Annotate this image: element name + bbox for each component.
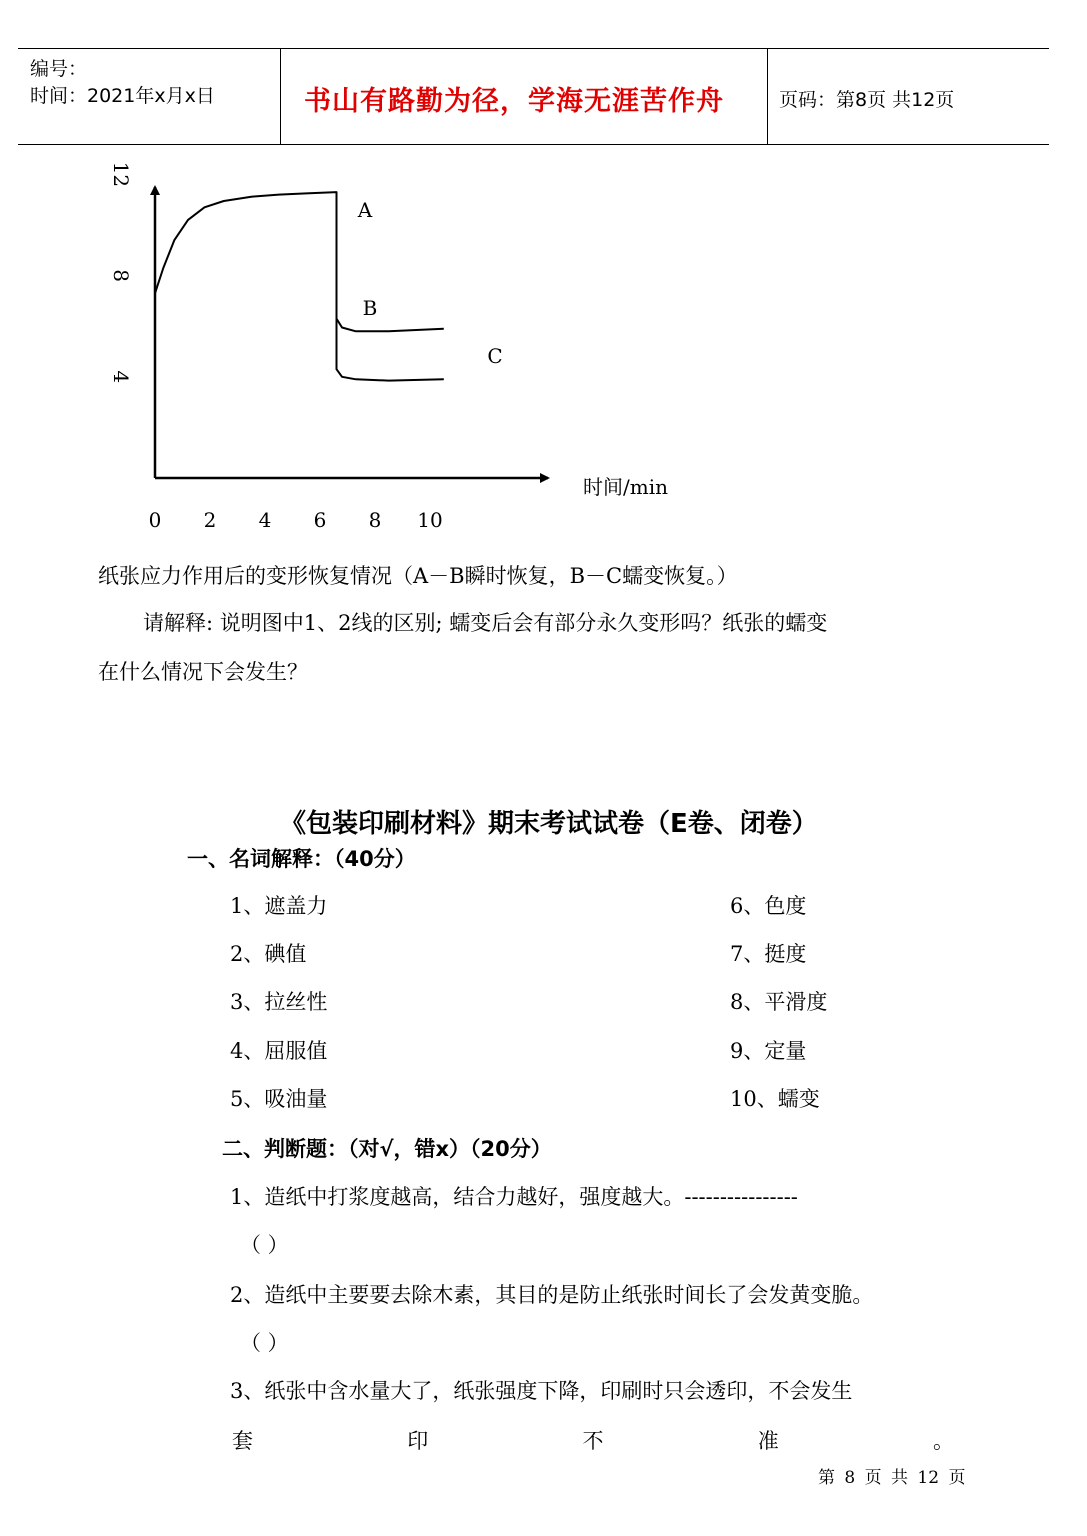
- point-label-b: B: [362, 296, 378, 320]
- question-3-char: 不: [582, 1429, 604, 1453]
- exam-title: 《包装印刷材料》期末考试试卷（E卷、闭卷）: [280, 809, 818, 839]
- term-item: 2、碘值: [230, 942, 307, 966]
- term-item: 4、屈服值: [230, 1039, 328, 1063]
- section-1-title: 一、名词解释：（40分）: [187, 847, 416, 871]
- y-tick-label: 4: [109, 370, 133, 384]
- question-3-char: 。: [933, 1429, 954, 1453]
- term-item: 9、定量: [730, 1039, 807, 1063]
- page-footer: 第 8 页 共 12 页: [818, 1468, 966, 1488]
- question-1: 1、造纸中打浆度越高，结合力越好，强度越大。----------------: [230, 1185, 798, 1209]
- term-item: 6、色度: [730, 894, 807, 918]
- question-3-char: 准: [757, 1429, 779, 1453]
- x-tick-label: 6: [313, 508, 327, 532]
- series-line-2: [337, 192, 444, 381]
- x-tick-label: 8: [368, 508, 382, 532]
- question-1-blank: （ ）: [240, 1233, 289, 1257]
- header-info-cell: [18, 49, 281, 144]
- header-page-code: 页码：第8页 共12页: [779, 89, 955, 111]
- term-item: 10、蠕变: [730, 1087, 820, 1111]
- term-item: 3、拉丝性: [230, 990, 328, 1014]
- x-tick-label: 10: [417, 508, 443, 532]
- x-tick-label: 2: [203, 508, 217, 532]
- question-3-continued: [232, 1425, 954, 1455]
- series-line-1: [155, 192, 444, 331]
- y-tick-label: 12: [109, 161, 133, 188]
- header-table: [18, 48, 1049, 145]
- header-motto: 书山有路勤为径，学海无涯苦作舟: [304, 86, 724, 117]
- term-item: 7、挺度: [730, 942, 807, 966]
- x-axis-label: 时间/min: [583, 475, 668, 499]
- x-tick-label: 4: [258, 508, 272, 532]
- recovery-chart: [90, 161, 690, 545]
- question-3-char: 套: [232, 1429, 253, 1453]
- document-number-label: 编号：: [30, 58, 88, 80]
- question-3: 3、纸张中含水量大了，纸张强度下降，印刷时只会透印，不会发生: [230, 1379, 853, 1403]
- y-tick-label: 8: [109, 269, 133, 282]
- chart-caption: 纸张应力作用后的变形恢复情况（A－B瞬时恢复，B－C蠕变恢复。）: [98, 564, 738, 588]
- question-line-1: 请解释: 说明图中1、2线的区别; 蠕变后会有部分永久变形吗？纸张的蠕变: [143, 611, 828, 635]
- term-item: 8、平滑度: [730, 990, 828, 1014]
- question-line-2: 在什么情况下会发生？: [98, 660, 308, 684]
- x-tick-label: 0: [148, 508, 162, 532]
- term-item: 1、遮盖力: [230, 894, 328, 918]
- header-page-cell: [767, 49, 1049, 144]
- section-2-title: 二、判断题：（对√，错x）（20分）: [222, 1137, 552, 1161]
- header-motto-cell: [280, 49, 768, 144]
- question-3-char: 印: [407, 1429, 429, 1453]
- document-date: 时间：2021年x月x日: [30, 85, 215, 107]
- point-label-c: C: [487, 344, 503, 368]
- question-2-blank: （ ）: [240, 1331, 289, 1355]
- question-2: 2、造纸中主要要去除木素，其目的是防止纸张时间长了会发黄变脆。: [230, 1283, 874, 1307]
- point-label-a: A: [357, 198, 373, 222]
- term-item: 5、吸油量: [230, 1087, 328, 1111]
